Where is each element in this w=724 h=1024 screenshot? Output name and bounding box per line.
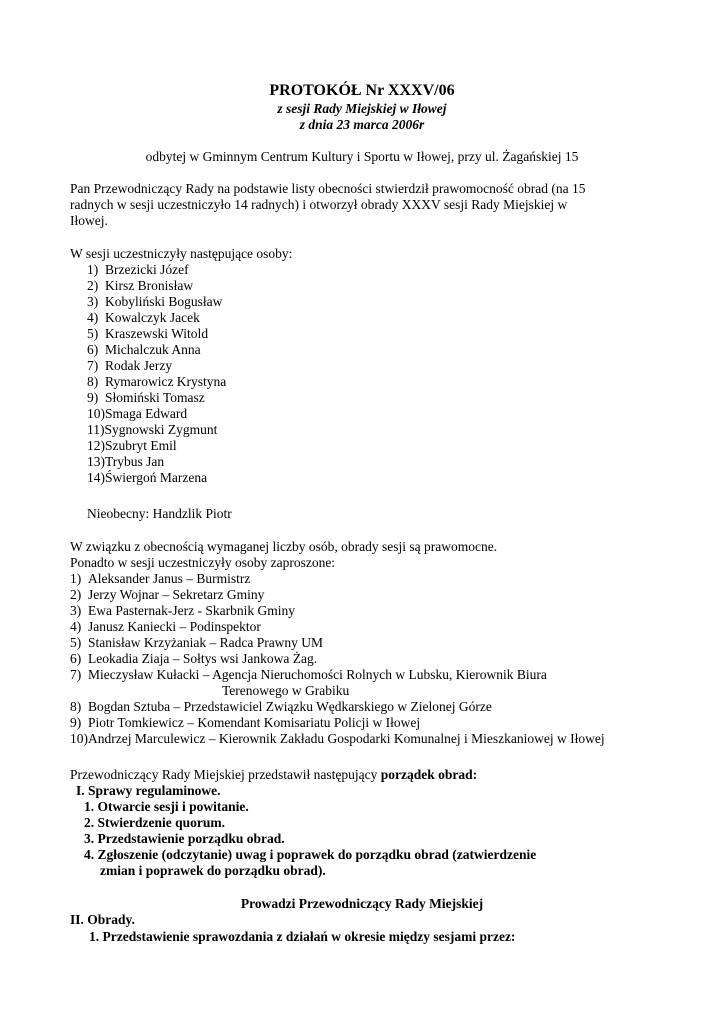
chair-line: Prowadzi Przewodniczący Rady Miejskiej xyxy=(240,896,484,911)
intro-line-1: Pan Przewodniczący Rady na podstawie listy obecności stwierdził prawomocność obrad (na 15 xyxy=(70,181,586,196)
document-subtitle-session: z sesji Rady Miejskiej w Iłowej xyxy=(277,101,447,116)
list-item: 4) Janusz Kaniecki – Podinspektor xyxy=(70,619,261,634)
list-item: 3) Kobyliński Bogusław xyxy=(87,294,223,309)
document-title: PROTOKÓŁ Nr XXXV/06 xyxy=(269,82,455,99)
section-2-item: 1. Przedstawienie sprawozdania z działań w okresie między sesjami przez: xyxy=(89,929,516,944)
list-item: 8) Bogdan Sztuba – Przedstawiciel Związku Wędkarskiego w Zielonej Górze xyxy=(70,699,492,714)
list-item: 1) Aleksander Janus – Burmistrz xyxy=(70,571,251,586)
document-subtitle-date: z dnia 23 marca 2006r xyxy=(299,117,425,132)
intro-line-3: Iłowej. xyxy=(70,213,108,228)
list-item: 6) Leokadia Ziaja – Sołtys wsi Jankowa Żag. xyxy=(70,651,318,666)
list-item: 1) Brzezicki Józef xyxy=(87,262,189,277)
list-item: 7) Rodak Jerzy xyxy=(87,358,173,373)
list-item: 8) Rymarowicz Krystyna xyxy=(87,374,227,389)
section-1-item: 2. Stwierdzenie quorum. xyxy=(84,815,225,830)
list-item: 4) Kowalczyk Jacek xyxy=(87,310,200,325)
list-item: 2) Kirsz Bronisław xyxy=(87,278,194,293)
section-1-item: 4. Zgłoszenie (odczytanie) uwag i poprawek do porządku obrad (zatwierdzenie xyxy=(84,847,537,862)
list-item: 12)Szubryt Emil xyxy=(87,438,177,453)
section-1-heading: I. Sprawy regulaminowe. xyxy=(76,783,221,798)
list-item: 9) Piotr Tomkiewicz – Komendant Komisariatu Policji w Iłowej xyxy=(70,715,421,730)
section-1-item-continuation: zmian i poprawek do porządku obrad). xyxy=(100,863,326,878)
list-item: 5) Kraszewski Witold xyxy=(87,326,209,341)
list-item: 6) Michalczuk Anna xyxy=(87,342,201,357)
quorum-statement: W związku z obecnością wymaganej liczby osób, obrady sesji są prawomocne. xyxy=(70,539,498,554)
list-item: 13)Trybus Jan xyxy=(87,454,165,469)
list-item-continuation: Terenowego w Grabiku xyxy=(222,683,350,698)
list-item: 3) Ewa Pasternak-Jerz - Skarbnik Gminy xyxy=(70,603,295,618)
list-item: 14)Świergoń Marzena xyxy=(87,470,208,485)
invited-heading: Ponadto w sesji uczestniczyły osoby zaproszone: xyxy=(70,555,336,570)
meeting-location: odbytej w Gminnym Centrum Kultury i Sportu w Iłowej, przy ul. Żagańskiej 15 xyxy=(145,149,579,164)
section-1-item: 3. Przedstawienie porządku obrad. xyxy=(84,831,285,846)
list-item: 9) Słomiński Tomasz xyxy=(87,390,205,405)
absent-member: Nieobecny: Handzlik Piotr xyxy=(87,506,232,521)
attendees-list xyxy=(87,262,226,486)
list-item: 7) Mieczysław Kułacki – Agencja Nieruchomości Rolnych w Lubsku, Kierownik Biura xyxy=(70,667,547,682)
list-item: 10)Andrzej Marculewicz – Kierownik Zakładu Gospodarki Komunalnej i Mieszkaniowej w Iłowej xyxy=(70,731,605,746)
list-item: 10)Smaga Edward xyxy=(87,406,188,421)
list-item: 2) Jerzy Wojnar – Sekretarz Gminy xyxy=(70,587,265,602)
agenda-intro: Przewodniczący Rady Miejskiej przedstawił następujący porządek obrad: xyxy=(70,767,478,782)
intro-line-2: radnych w sesji uczestniczyło 14 radnych) i otworzył obrady XXXV sesji Rady Miejskiej w xyxy=(70,197,568,212)
list-item: 5) Stanisław Krzyżaniak – Radca Prawny UM xyxy=(70,635,324,650)
section-2-heading: II. Obrady. xyxy=(70,912,135,927)
invited-list xyxy=(70,571,605,747)
attendees-heading: W sesji uczestniczyły następujące osoby: xyxy=(70,246,293,261)
list-item: 11)Sygnowski Zygmunt xyxy=(87,422,218,437)
section-1-item: 1. Otwarcie sesji i powitanie. xyxy=(84,799,249,814)
